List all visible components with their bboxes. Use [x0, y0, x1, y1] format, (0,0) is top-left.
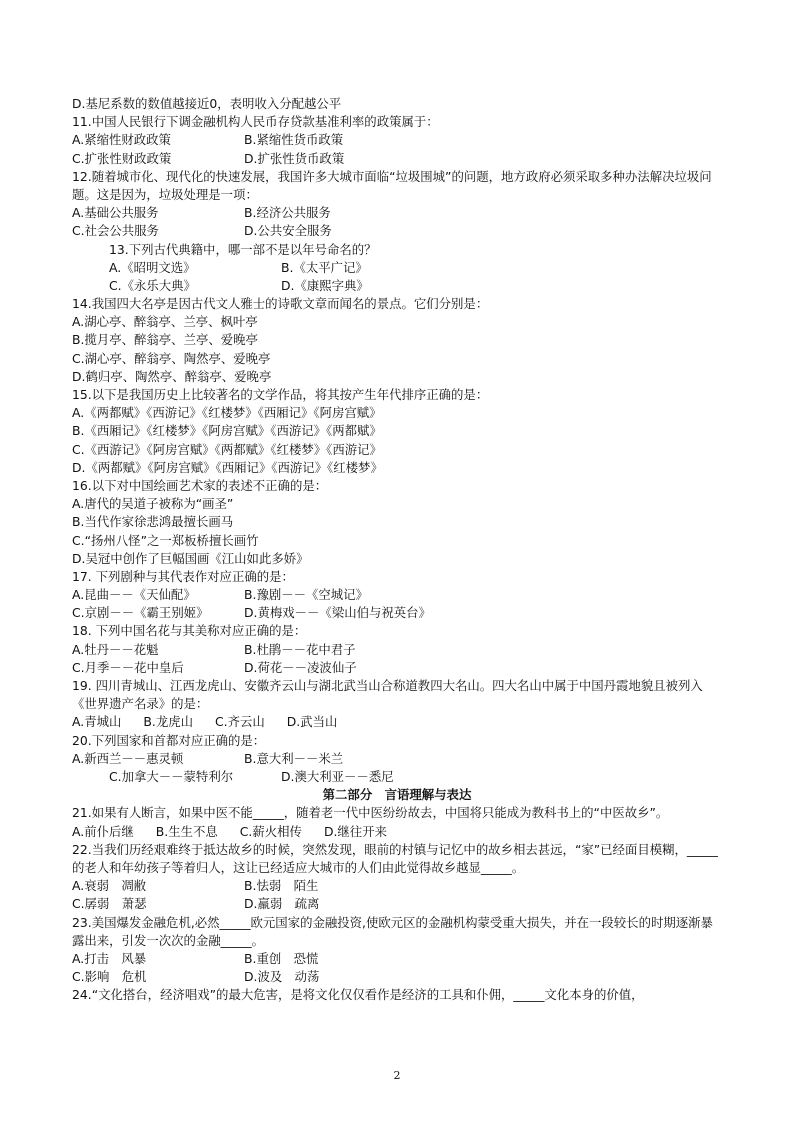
option-d: D.黄梅戏－－《梁山伯与祝英台》	[244, 605, 431, 621]
question-12: 12.随着城市化、现代化的快速发展，我国许多大城市面临“垃圾围城”的问题，地方政府必须采取多种办法解决垃圾问题。这是因为，垃圾处理是一项：	[72, 168, 712, 202]
question-22: 22.当我们历经艰难终于抵达故乡的时候，突然发现，眼前的村镇与记忆中的故乡相去甚远，“家”已经面目模糊，_____的老人和年幼孩子等着归人，这让已经适应大城市的人们由此觉得故乡越显_____。	[72, 841, 718, 875]
options-row	[72, 641, 722, 659]
option-d: D.波及 动荡	[244, 969, 320, 985]
option-a: A.紧缩性财政政策	[72, 132, 171, 148]
option-c: C.孱弱 萧瑟	[72, 896, 147, 912]
option-a: A.衰弱 凋敝	[72, 878, 147, 894]
option-a: A.《两都赋》《西游记》《红楼梦》《西厢记》《阿房宫赋》	[72, 405, 382, 421]
option-b: B.豫剧－－《空城记》	[244, 587, 368, 603]
option-d: D.公共安全服务	[244, 223, 332, 239]
option-a: A.唐代的吴道子被称为“画圣”	[72, 496, 234, 512]
question-13: 13.下列古代典籍中，哪一部不是以年号命名的？	[109, 241, 377, 257]
options-row	[72, 713, 722, 731]
option-a: A.新西兰－－惠灵顿	[72, 750, 184, 766]
options-row	[72, 604, 722, 622]
option-b: B.当代作家徐悲鸿最擅长画马	[72, 514, 234, 530]
options-row	[72, 586, 722, 604]
options-row	[72, 659, 722, 677]
question-24: 24.“文化搭台，经济唱戏”的最大危害，是将文化仅仅看作是经济的工具和仆佣，_____文化本身的价值，	[72, 987, 644, 1003]
option-a: A.《昭明文选》	[109, 259, 196, 275]
options-row	[72, 131, 722, 149]
option-c: C.湖心亭、醉翁亭、陶然亭、爱晚亭	[72, 350, 271, 366]
options-row	[72, 968, 722, 986]
option-a: A.前仆后继	[72, 823, 134, 839]
option-d: D.武当山	[286, 714, 338, 730]
options-row	[72, 768, 722, 786]
page-number: 2	[393, 1069, 401, 1082]
option-c: C.社会公共服务	[72, 223, 159, 239]
options-row	[72, 895, 722, 913]
option-d: D.扩张性货币政策	[244, 150, 345, 166]
option-c: C.京剧－－《霸王别姬》	[72, 605, 209, 621]
option-c: C.薪火相传	[239, 823, 302, 839]
options-row	[72, 277, 722, 295]
question-14: 14.我国四大名亭是因古代文人雅士的诗歌文章而闻名的景点。它们分别是：	[72, 296, 489, 312]
option-c: C.影响 危机	[72, 969, 147, 985]
option-b: B.经济公共服务	[244, 205, 331, 221]
option-d: D.《康熙字典》	[281, 277, 369, 293]
option-line: D.基尼系数的数值越接近0，表明收入分配越公平	[72, 96, 342, 111]
option-a: A.昆曲－－《天仙配》	[72, 587, 196, 603]
option-c: C.月季－－花中皇后	[72, 659, 184, 675]
question-18: 18. 下列中国名花与其美称对应正确的是：	[72, 623, 307, 639]
question-15: 15.以下是我国历史上比较著名的文学作品，将其按产生年代排序正确的是：	[72, 387, 489, 403]
option-d: D.羸弱 疏离	[244, 896, 320, 912]
option-d: D.荷花－－凌波仙子	[244, 659, 357, 675]
question-21: 21.如果有人断言，如果中医不能_____，随着老一代中医纷纷故去，中国将只能成为教科书上的“中医故乡”。	[72, 805, 669, 821]
question-17: 17. 下列剧种与其代表作对应正确的是：	[72, 568, 294, 584]
option-b: B.意大利－－米兰	[244, 750, 344, 766]
option-d: D.鹤归亭、陶然亭、醉翁亭、爱晚亭	[72, 368, 272, 384]
option-c: C.加拿大－－蒙特利尔	[109, 769, 234, 784]
option-b: B.《西厢记》《红楼梦》《阿房宫赋》《西游记》《两都赋》	[72, 423, 382, 439]
question-23: 23.美国爆发金融危机,必然_____欧元国家的金融投资,使欧元区的金融机构蒙受重大损失，并在一段较长的时期逐渐暴露出来，引发一次次的金融_____。	[72, 914, 713, 948]
options-row	[72, 222, 722, 240]
question-16: 16.以下对中国绘画艺术家的表述不正确的是：	[72, 477, 328, 493]
option-a: A.牡丹－－花魁	[72, 641, 159, 657]
options-row	[72, 877, 722, 895]
question-11: 11.中国人民银行下调金融机构人民币存贷款基准利率的政策属于：	[72, 114, 439, 130]
option-c: C.扩张性财政政策	[72, 150, 172, 166]
option-a: A.青城山	[72, 714, 122, 730]
option-a: A.打击 风暴	[72, 950, 147, 966]
option-b: B.怯弱 陌生	[244, 878, 319, 894]
option-c: C.《永乐大典》	[109, 277, 196, 293]
options-row	[72, 750, 722, 768]
question-19: 19. 四川青城山、江西龙虎山、安徽齐云山与湖北武当山合称道教四大名山。四大名山中属于中国丹霞地貌且被列入《世界遗产名录》的是：	[72, 678, 703, 712]
option-b: B.杜鹃－－花中君子	[244, 641, 356, 657]
section-heading: 第二部分 言语理解与表达	[322, 787, 472, 803]
option-b: B.龙虎山	[143, 714, 193, 730]
option-d: D.《两都赋》《阿房宫赋》《西厢记》《西游记》《红楼梦》	[72, 459, 383, 475]
option-b: B.紧缩性货币政策	[244, 132, 344, 148]
options-row	[72, 823, 722, 841]
option-b: B.生生不息	[155, 823, 218, 839]
options-row	[72, 950, 722, 968]
option-a: A.基础公共服务	[72, 205, 159, 221]
option-d: D.继往开来	[323, 823, 387, 839]
option-c: C.齐云山	[215, 714, 265, 730]
option-d: D.澳大利亚－－悉尼	[281, 769, 394, 784]
options-row	[72, 204, 722, 222]
option-b: B.重创 恐慌	[244, 950, 319, 966]
option-d: D.吴冠中创作了巨幅国画《江山如此多娇》	[72, 550, 309, 566]
option-c: C.“扬州八怪”之一郑板桥擅长画竹	[72, 532, 259, 548]
option-a: A.湖心亭、醉翁亭、兰亭、枫叶亭	[72, 314, 258, 330]
option-b: B.《太平广记》	[281, 259, 368, 275]
option-b: B.揽月亭、醉翁亭、兰亭、爱晚亭	[72, 332, 258, 348]
options-row	[72, 150, 722, 168]
option-c: C.《西游记》《阿房宫赋》《两都赋》《红楼梦》《西游记》	[72, 441, 382, 457]
page-content	[72, 95, 722, 1005]
question-20: 20.下列国家和首都对应正确的是：	[72, 732, 266, 748]
options-row	[72, 259, 722, 277]
